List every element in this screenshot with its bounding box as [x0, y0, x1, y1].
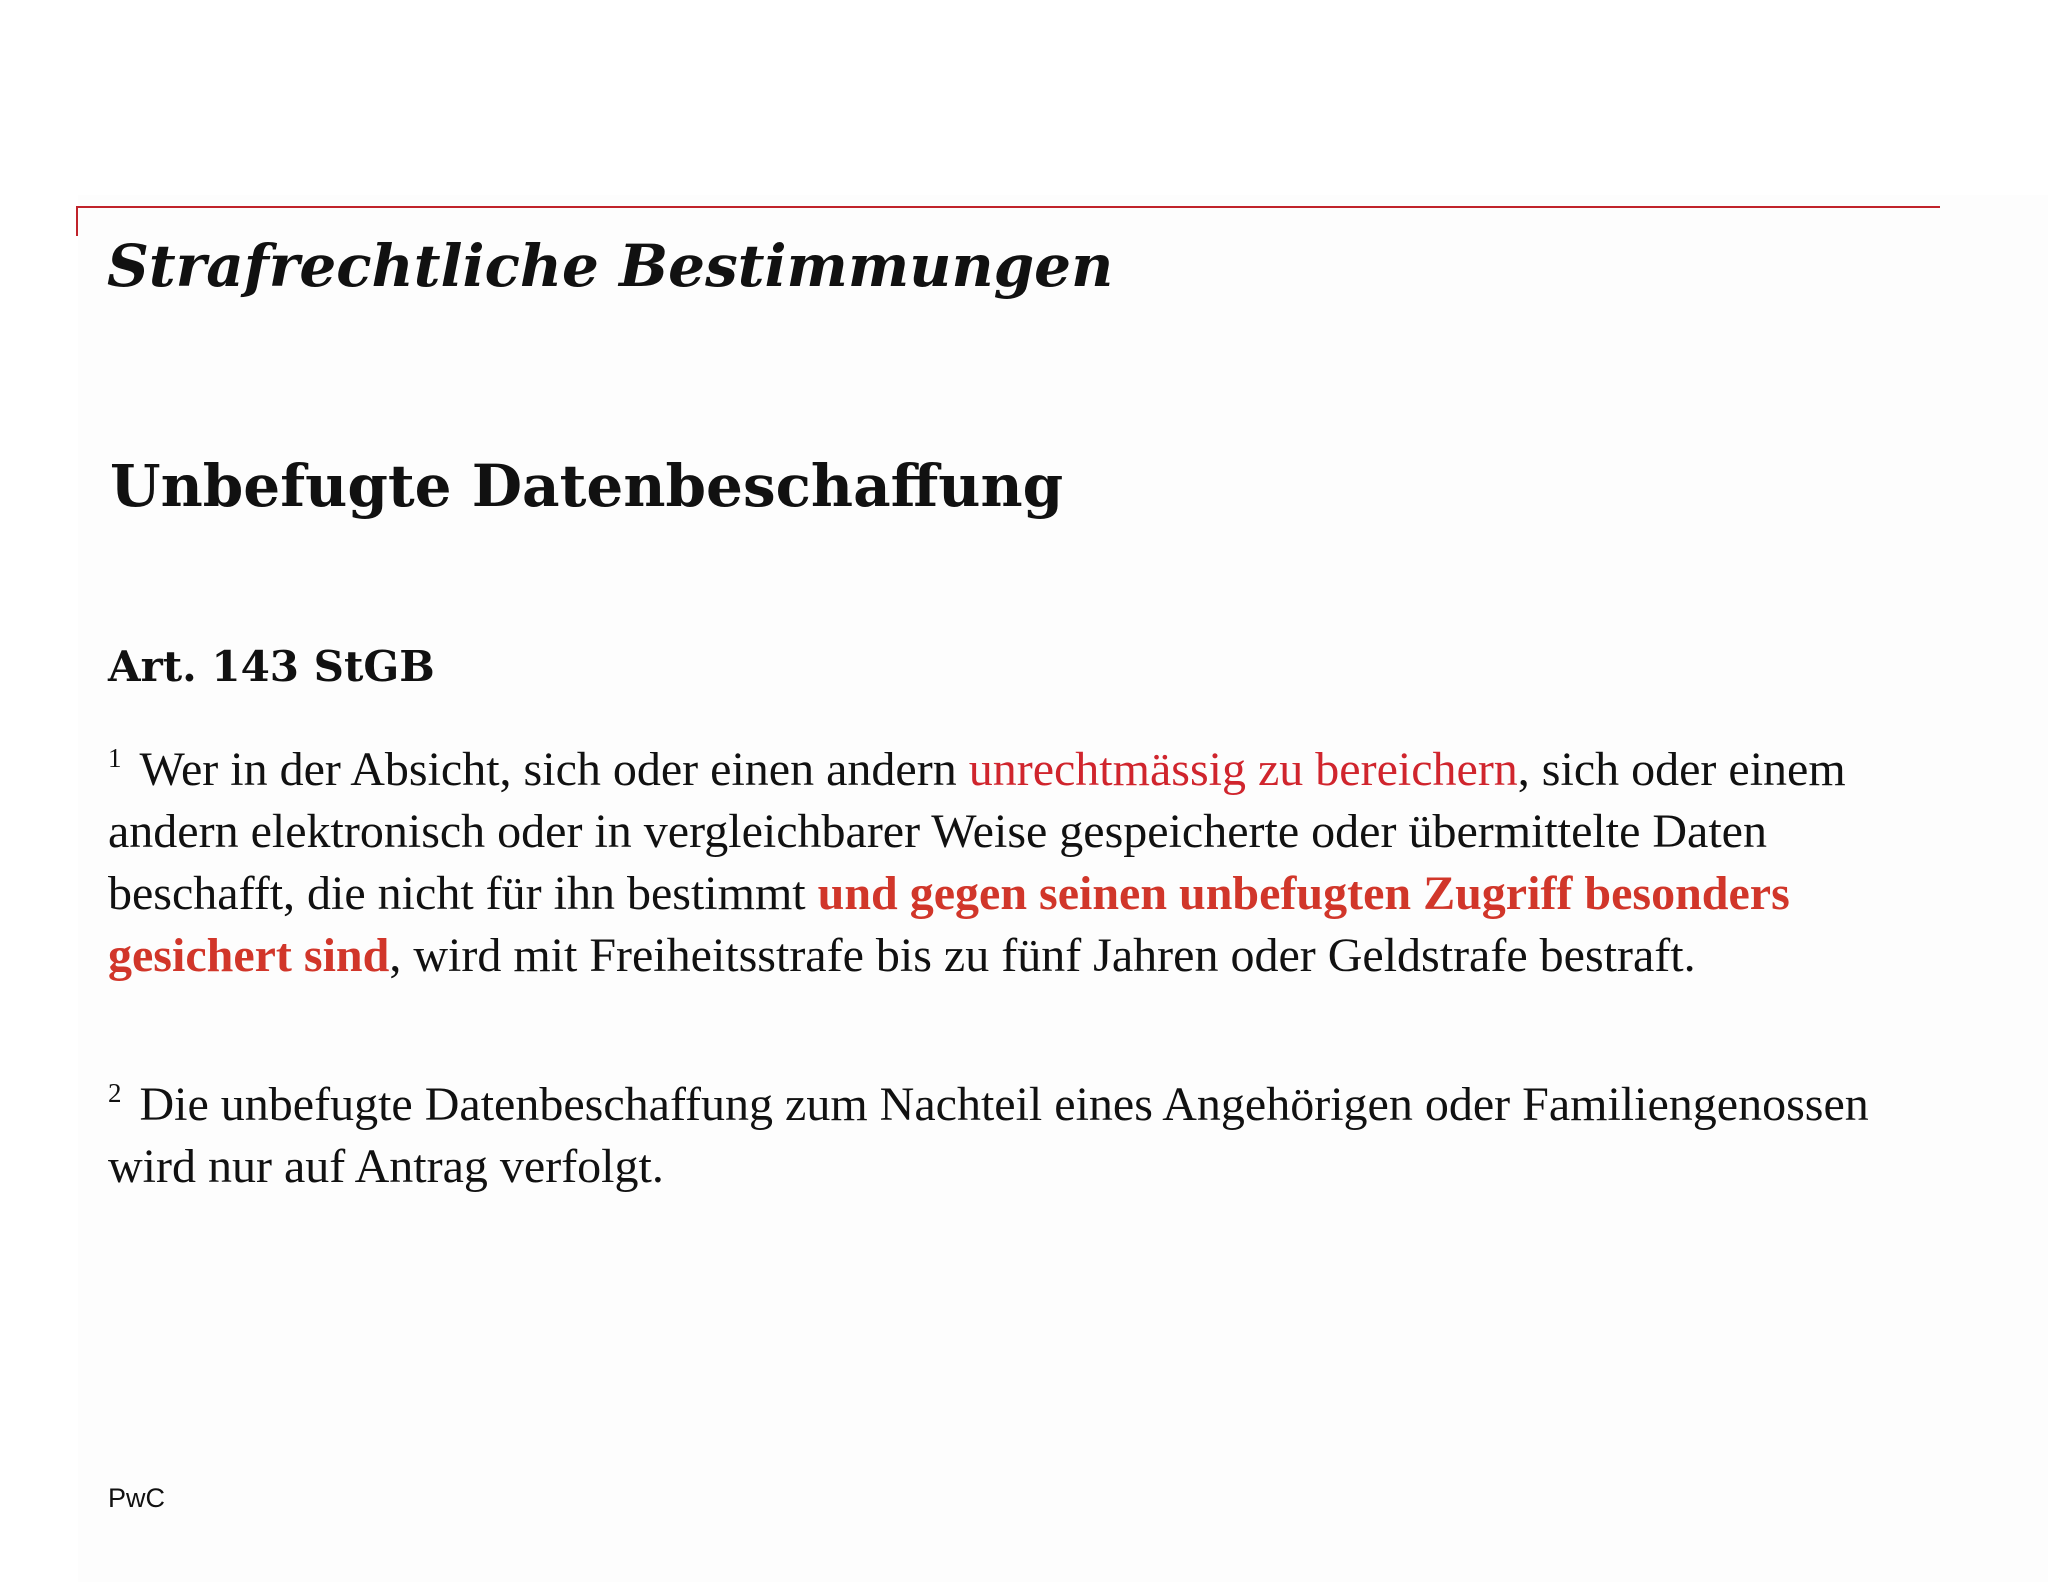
- highlight-protected-access: und gegen seinen unbefugten Zugriff besonders gesichert sind: [108, 867, 1790, 982]
- highlight-enrichment: unrechtmässig zu bereichern: [968, 743, 1518, 796]
- top-accent-rule: [76, 206, 1940, 208]
- page-title: Unbefugte Datenbeschaffung: [110, 452, 1064, 520]
- footer-brand: PwC: [108, 1483, 166, 1513]
- top-accent-tick: [76, 206, 78, 236]
- paragraph-2: [108, 1062, 1958, 1198]
- paragraph-text: Wer in der Absicht, sich oder einen andern: [139, 743, 969, 796]
- paragraph-number: 1: [108, 743, 122, 773]
- article-reference: Art. 143 StGB: [108, 642, 435, 691]
- section-title: Strafrechtliche Bestimmungen: [107, 232, 1114, 300]
- paragraph-text: , sich oder einem andern elektronisch oder in vergleichbarer Weise gespeicherte oder übermittelte Daten beschafft, die nicht für ihn bestimmt: [108, 743, 1846, 920]
- paragraph-1: [108, 727, 1958, 987]
- paragraph-text: , wird mit Freiheitsstrafe bis zu fünf Jahren oder Geldstrafe bestraft.: [389, 929, 1696, 982]
- paragraph-text: Die unbefugte Datenbeschaffung zum Nachteil eines Angehörigen oder Familiengenossen wird nur auf Antrag verfolgt.: [108, 1078, 1869, 1193]
- paragraph-number: 2: [108, 1078, 122, 1108]
